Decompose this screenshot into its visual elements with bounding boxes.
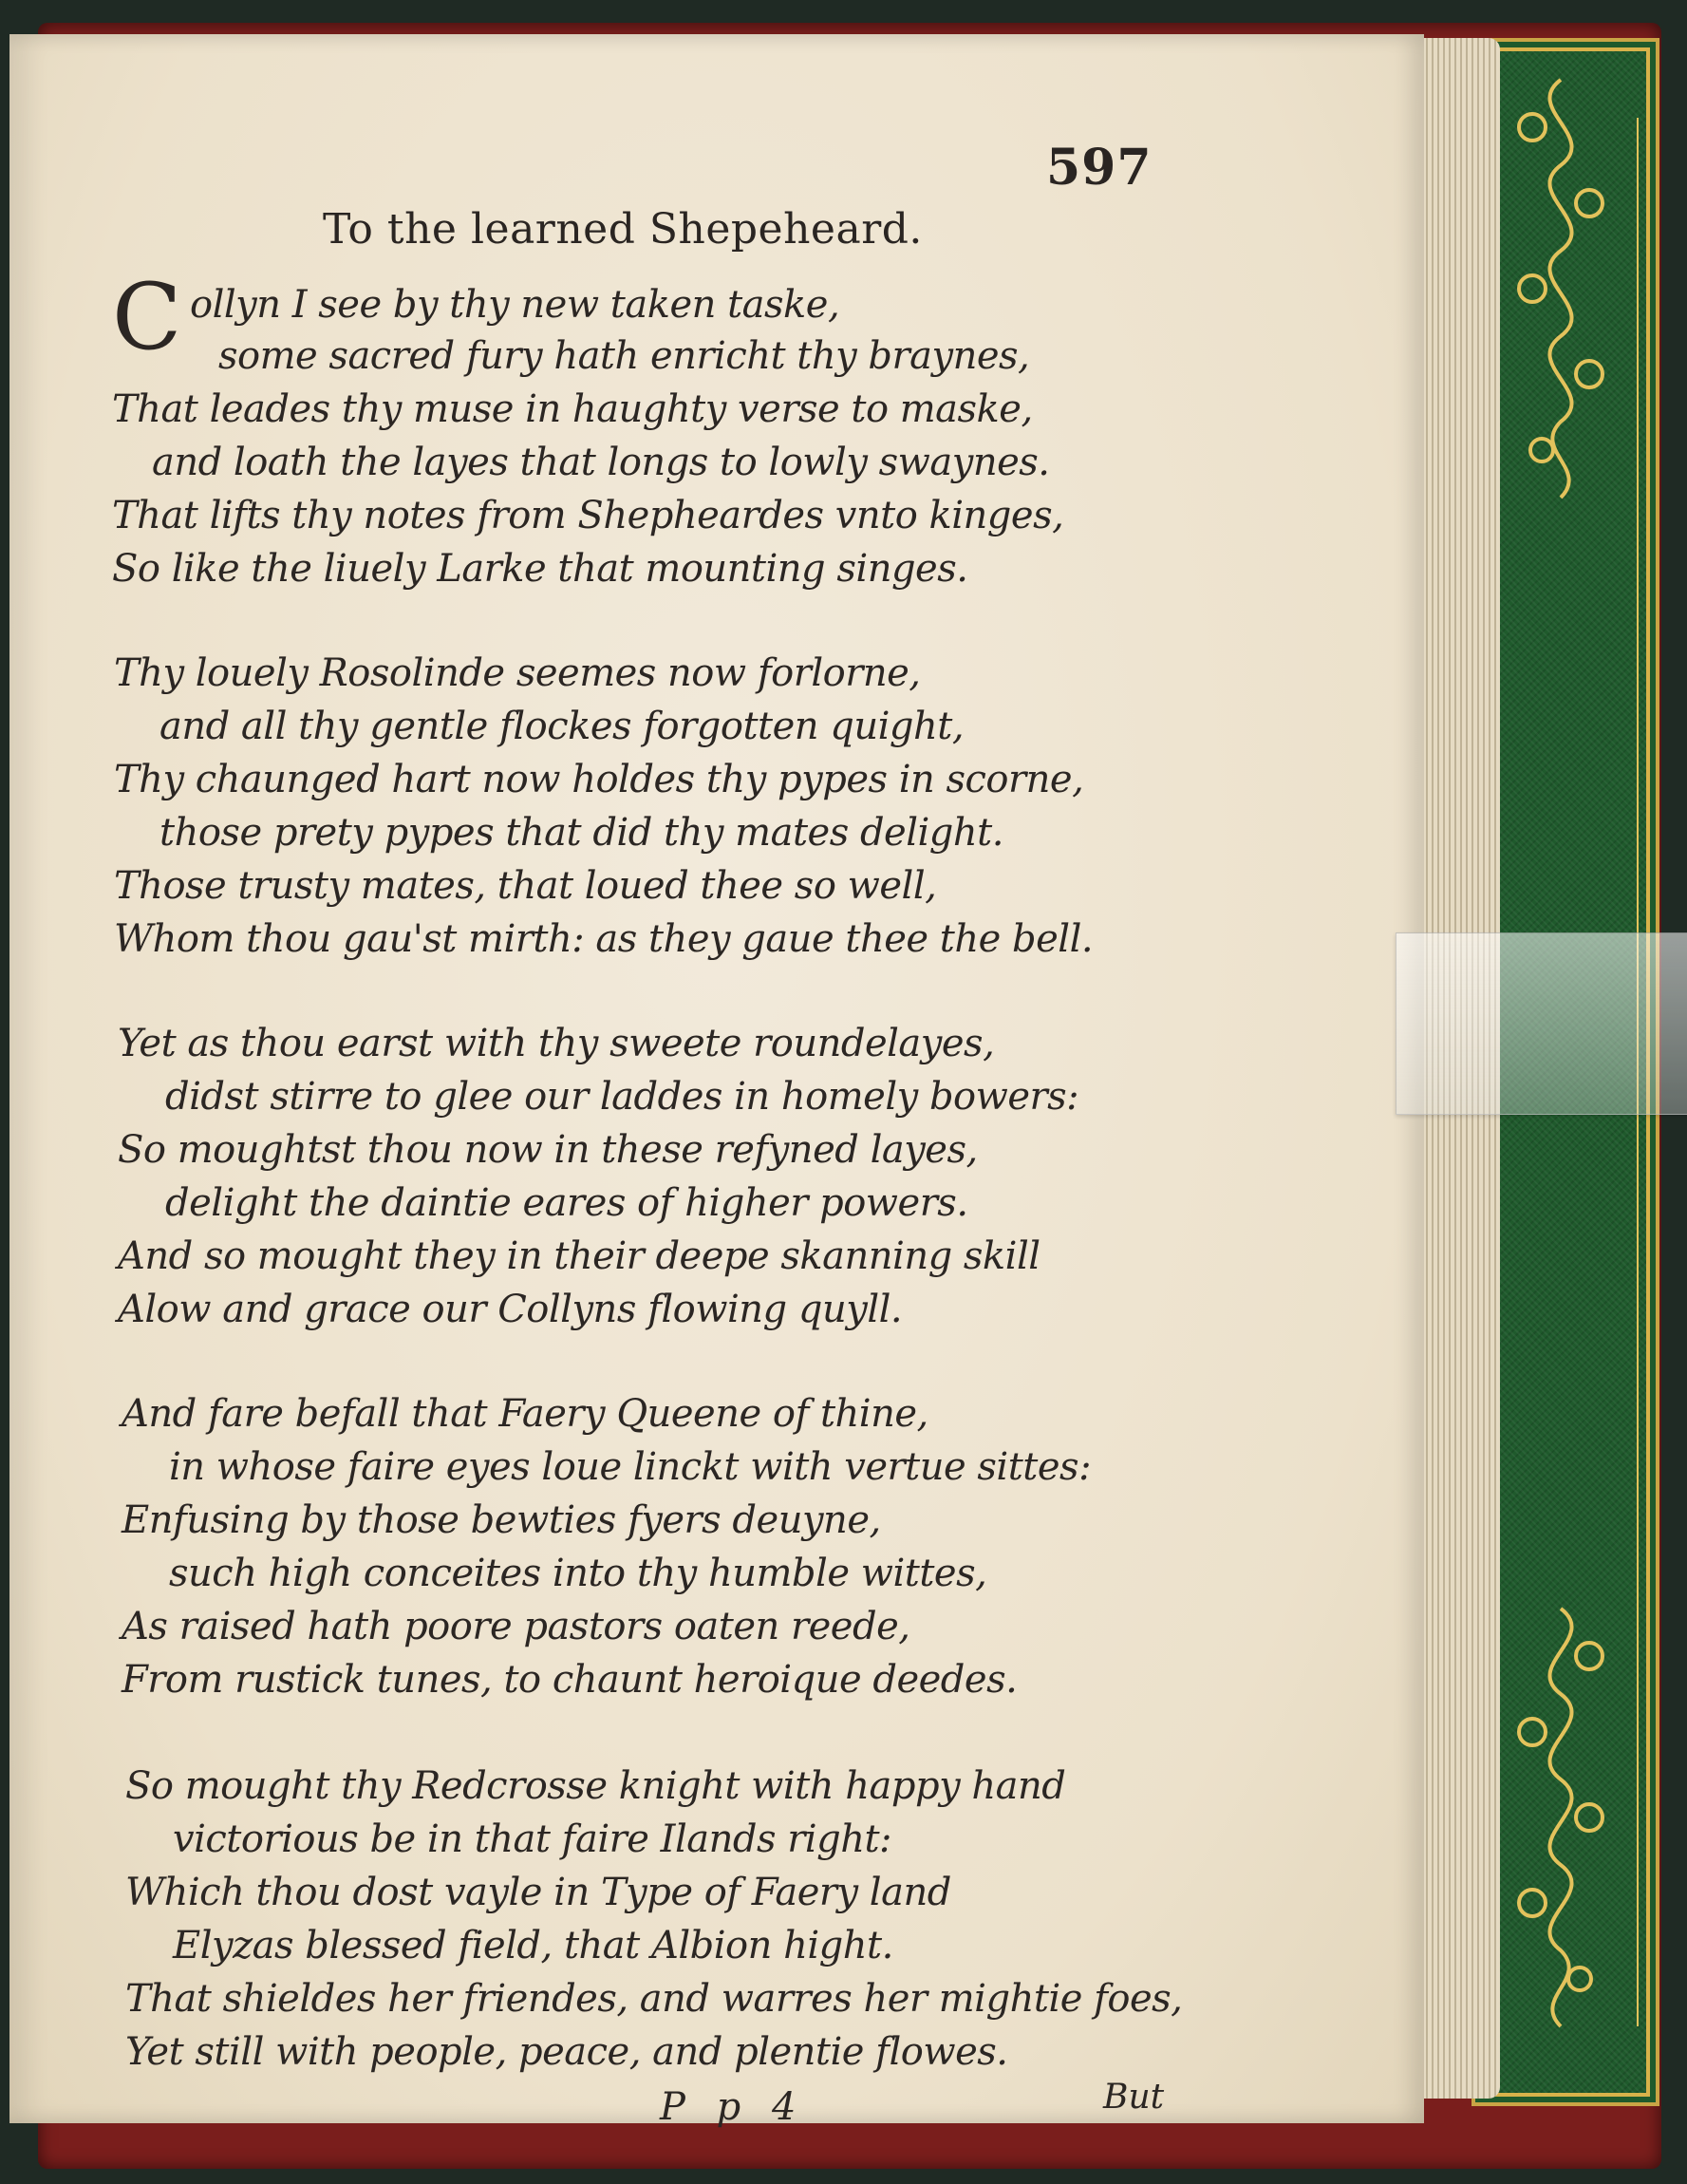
verse-line: ollyn I see by thy new taken taske, [190, 283, 840, 327]
drop-cap: C [112, 264, 181, 370]
verse-line: those prety pypes that did thy mates delight. [159, 811, 1003, 855]
verse-line: From rustick tunes, to chaunt heroique deedes. [122, 1658, 1018, 1702]
catchword: But [1103, 2078, 1165, 2117]
verse-line: Enfusing by those bewties fyers deuyne, [122, 1498, 881, 1542]
verse-line: in whose faire eyes loue linckt with vertue sittes: [169, 1445, 1092, 1489]
verse-line: Thy chaunged hart now holdes thy pypes in scorne, [114, 758, 1084, 801]
verse-line: So mought thy Redcrosse knight with happy hand [125, 1764, 1066, 1808]
verse-line: and loath the layes that longs to lowly swaynes. [152, 441, 1050, 484]
verse-line: delight the daintie eares of higher powers. [165, 1181, 968, 1225]
verse-line: and all thy gentle flockes forgotten quight, [159, 705, 965, 748]
verse-line: So moughtst thou now in these refyned layes, [118, 1128, 978, 1172]
verse-line: Whom thou gau'st mirth: as they gaue thee the bell. [114, 917, 1094, 961]
verse-line: That lifts thy notes from Shepheardes vnto kinges, [112, 494, 1064, 537]
verse-line: Yet as thou earst with thy sweete roundelayes, [118, 1022, 995, 1065]
verse-line: Yet still with people, peace, and plentie flowes. [125, 2030, 1008, 2074]
book-page [9, 34, 1424, 2129]
verse-line: Which thou dost vayle in Type of Faery land [125, 1871, 951, 1914]
verse-line: As raised hath poore pastors oaten reede, [122, 1605, 910, 1648]
gilt-ornament-icon [1504, 1599, 1618, 2036]
clear-page-tab [1396, 932, 1687, 1115]
verse-line: That shieldes her friendes, and warres her mightie foes, [125, 1977, 1183, 2021]
verse-line: such high conceites into thy humble wittes, [169, 1552, 987, 1595]
verse-line: And fare befall that Faery Queene of thine, [122, 1392, 928, 1436]
verse-line: some sacred fury hath enricht thy braynes, [218, 334, 1030, 378]
verse-line: didst stirre to glee our laddes in homely bowers: [165, 1075, 1079, 1119]
verse-line: That leades thy muse in haughty verse to maske, [112, 387, 1033, 431]
verse-line: So like the liuely Larke that mounting singes. [112, 547, 968, 591]
verse-line: Elyzas blessed field, that Albion hight. [173, 1924, 893, 1967]
verse-line: Alow and grace our Collyns flowing quyll. [118, 1288, 903, 1331]
verse-line: Thy louely Rosolinde seemes now forlorne, [114, 651, 921, 695]
signature-mark: P p 4 [660, 2085, 806, 2129]
poem-title: To the learned Shepeheard. [323, 205, 923, 254]
page-number: 597 [1046, 139, 1153, 197]
verse-line: Those trusty mates, that loued thee so well, [114, 864, 937, 908]
verse-line: And so mought they in their deepe skanning skill [118, 1234, 1040, 1278]
gilt-ornament-icon [1504, 70, 1618, 507]
verse-line: victorious be in that faire Ilands right: [173, 1817, 892, 1861]
